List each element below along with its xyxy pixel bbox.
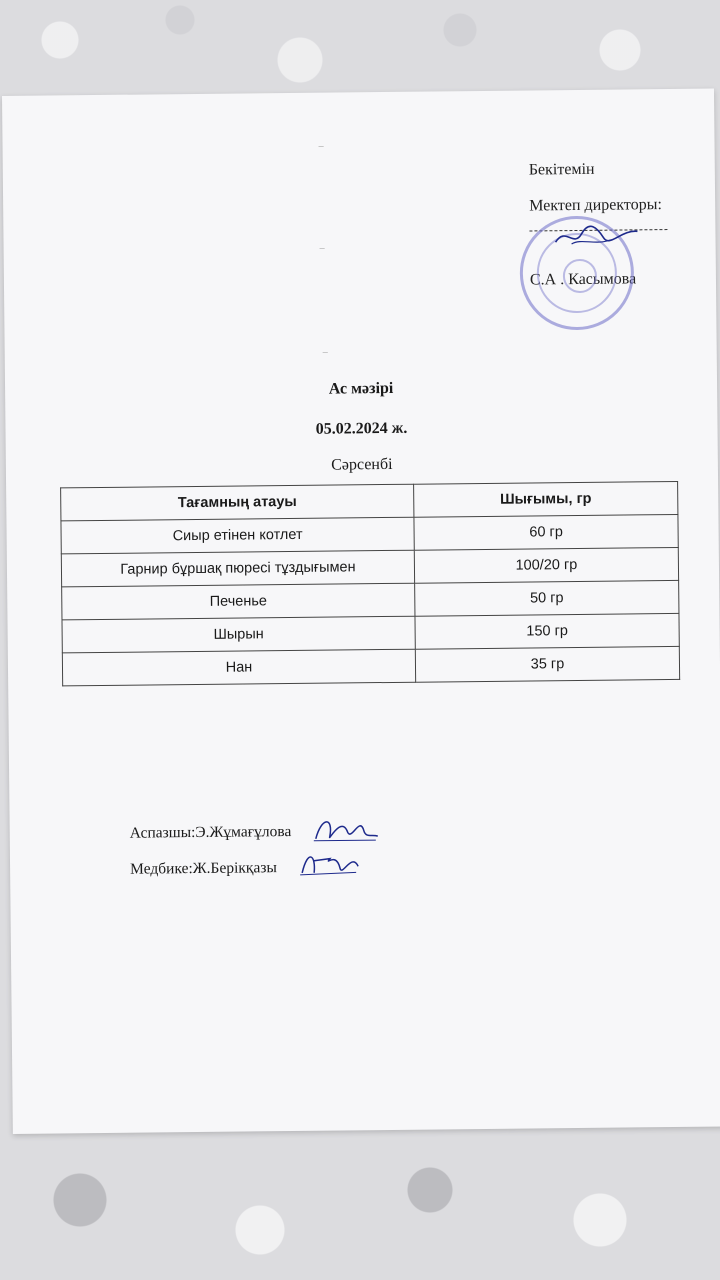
dish-yield: 150 гр (415, 613, 679, 649)
menu-table (60, 481, 680, 686)
approval-role: Мектеп директоры: (529, 196, 662, 215)
approval-title: Бекітемін (528, 160, 595, 179)
dish-name: Гарнир бұршақ пюресі тұздығымен (61, 550, 414, 587)
dish-yield: 50 гр (415, 580, 679, 616)
dish-name: Сиыр етінен котлет (61, 517, 414, 554)
director-name: С.А . Касымова (529, 270, 637, 289)
paper-speck: – (318, 140, 324, 152)
table-row (62, 646, 679, 685)
dish-yield: 100/20 гр (414, 547, 678, 583)
cook-signature (312, 810, 380, 845)
menu-date: 05.02.2024 ж. (315, 419, 408, 438)
director-signature (551, 219, 641, 252)
document-page (2, 89, 720, 1134)
menu-weekday: Сәрсенбі (331, 455, 393, 474)
dish-name: Печенье (62, 583, 415, 620)
nurse-signature-line: Медбике:Ж.Берікқазы (130, 859, 277, 878)
dish-yield: 35 гр (415, 646, 679, 682)
paper-speck: – (319, 242, 325, 254)
dish-name: Нан (62, 649, 415, 686)
dish-yield: 60 гр (414, 514, 678, 550)
dish-name: Шырын (62, 616, 415, 653)
menu-title: Ас мәзірі (328, 379, 394, 398)
nurse-signature (296, 844, 364, 879)
column-header-dish: Тағамның атауы (61, 484, 414, 521)
cook-signature-line: Аспазшы:Э.Жұмағұлова (129, 823, 292, 842)
column-header-yield: Шығымы, гр (414, 481, 678, 517)
paper-speck: – (322, 346, 328, 358)
